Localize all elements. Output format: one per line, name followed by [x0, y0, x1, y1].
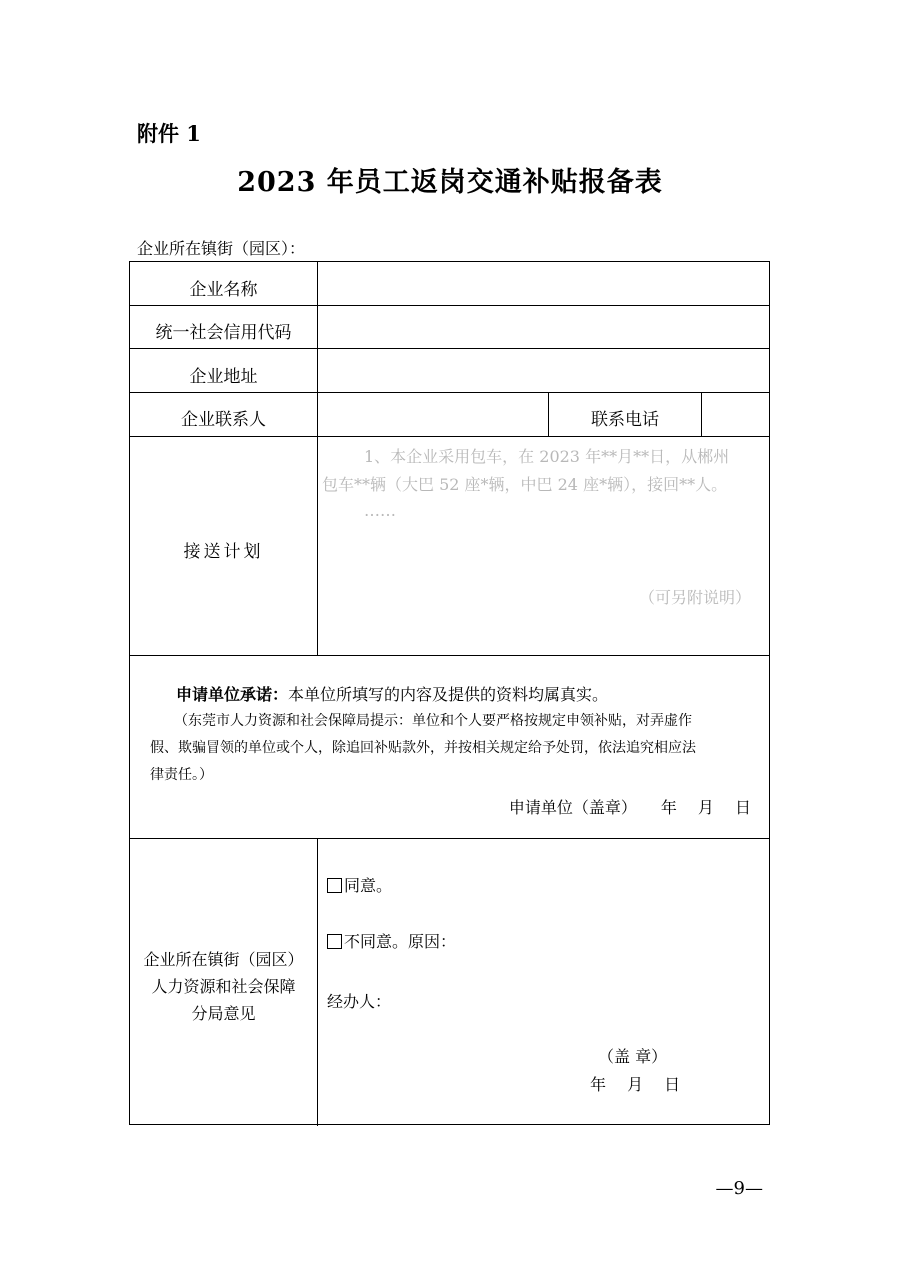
attachment-label: 附件 1: [137, 121, 201, 146]
page-number: —9—: [715, 1178, 763, 1199]
address-field[interactable]: [318, 349, 769, 391]
credit-code-label: 统一社会信用代码: [155, 323, 292, 343]
disagree-checkbox[interactable]: [327, 934, 342, 949]
plan-label: 接送计划: [183, 542, 264, 562]
page-title: 2023 年员工返岗交通补贴报备表: [237, 167, 663, 198]
contact-label: 企业联系人: [181, 410, 266, 430]
pledge-statement: [176, 682, 608, 705]
company-name-label: 企业名称: [189, 280, 258, 300]
agree-option[interactable]: [327, 873, 392, 896]
pledge-note: [150, 708, 765, 789]
town-label: 企业所在镇街（园区）：: [137, 239, 306, 258]
pledge-heading: 申请单位承诺：: [176, 685, 289, 704]
pledge-text: 本单位所填写的内容及提供的资料均属真实。: [288, 685, 609, 704]
address-label: 企业地址: [189, 367, 258, 387]
agree-checkbox[interactable]: [327, 878, 342, 893]
disagree-label: 不同意。原因：: [344, 932, 457, 951]
seal-label: （盖 章）: [598, 1047, 668, 1066]
plan-placeholder-line1: 1、本企业采用包车，在 2023 年**月**日，从郴州: [364, 447, 730, 466]
plan-placeholder-line3: ……: [364, 501, 396, 520]
plan-note: （可另附说明）: [638, 588, 751, 607]
agree-label: 同意。: [344, 876, 393, 895]
opinion-label-line1: 企业所在镇街（园区）: [143, 950, 304, 969]
plan-placeholder-line2: 包车**辆（大巴 52 座*辆，中巴 24 座*辆），接回**人。: [322, 475, 728, 494]
phone-label: 联系电话: [591, 410, 659, 430]
opinion-label-line2: 人力资源和社会保障: [151, 977, 296, 996]
pledge-note-line1: （东莞市人力资源和社会保障局提示：单位和个人要严格按规定申领补贴，对弄虚作: [174, 713, 692, 729]
phone-field[interactable]: [702, 393, 769, 435]
opinion-date: 年 月 日: [590, 1075, 681, 1094]
pledge-note-line3: 律责任。）: [150, 767, 213, 783]
disagree-option[interactable]: [327, 929, 456, 952]
plan-field[interactable]: [318, 437, 769, 654]
registration-form: [129, 261, 770, 1125]
opinion-label-line3: 分局意见: [191, 1004, 256, 1023]
credit-code-field[interactable]: [318, 306, 769, 347]
company-name-field[interactable]: [318, 263, 769, 304]
pledge-note-line2: 假、欺骗冒领的单位或个人，除追回补贴款外，并按相关规定给予处罚，依法追究相应法: [150, 740, 696, 756]
pledge-signature: 申请单位（盖章） 年 月 日: [508, 798, 751, 817]
contact-field[interactable]: [318, 393, 547, 435]
handler-label: 经办人：: [327, 992, 392, 1011]
opinion-label: [130, 946, 317, 1027]
